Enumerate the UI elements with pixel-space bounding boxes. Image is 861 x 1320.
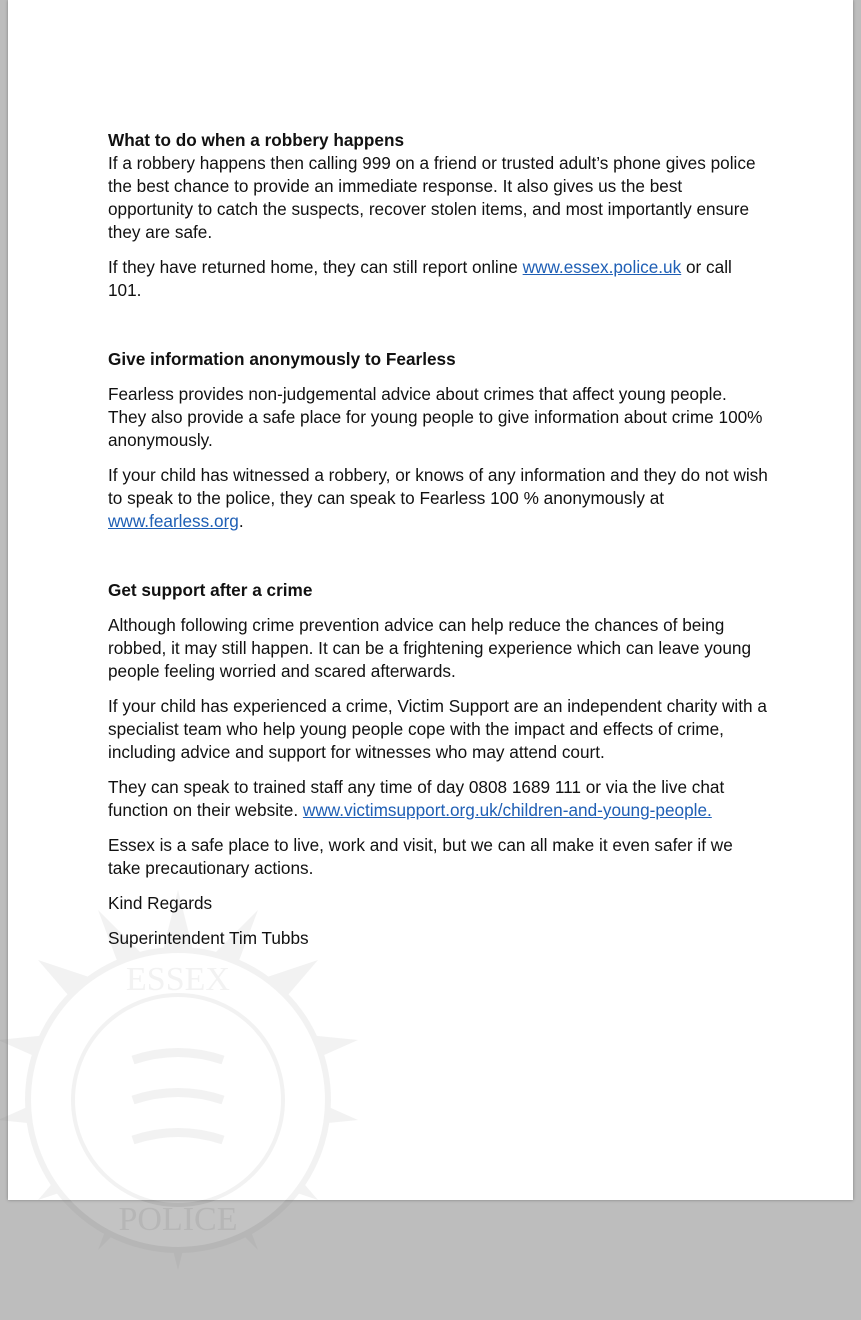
robbery-paragraph-2-text-end: or call 101. — [108, 257, 732, 300]
support-paragraph-3-text: They can speak to trained staff any time of day 0808 1689 111 or via the live chat function on their website. — [108, 777, 725, 820]
fearless-link[interactable]: www.fearless.org — [108, 511, 239, 531]
fearless-paragraph-2-text-end: . — [238, 511, 244, 531]
watermark-text-bottom: POLICE — [118, 1201, 238, 1238]
fearless-paragraph-2-text: If your child has witnessed a robbery, or knows of any information and they do not wish to speak to the police, they can speak to Fearless 100 % anonymously at — [108, 465, 768, 508]
support-paragraph-3 — [108, 776, 768, 822]
section-heading-robbery: What to do when a robbery happens — [108, 130, 405, 150]
signature: Superintendent Tim Tubbs — [108, 928, 309, 948]
letter-body — [108, 129, 768, 950]
section-heading-support: Get support after a crime — [108, 580, 313, 600]
victim-support-link[interactable]: www.victimsupport.org.uk/children-and-young-people. — [302, 800, 712, 820]
fearless-paragraph-1: Fearless provides non-judgemental advice about crimes that affect young people. They also provide a safe place for young people to give information about crime 100% anonymously. — [108, 384, 763, 450]
essex-police-link[interactable]: www.essex.police.uk — [522, 257, 682, 277]
closing-regards: Kind Regards — [108, 893, 213, 913]
robbery-paragraph-2-text: If they have returned home, they can still report online — [108, 257, 523, 277]
section-heading-fearless: Give information anonymously to Fearless — [108, 349, 456, 369]
fearless-paragraph-2 — [108, 464, 768, 533]
support-paragraph-2: If your child has experienced a crime, Victim Support are an independent charity with a specialist team who help young people cope with the impact and effects of crime, including advice and support for witnesses who may attend court. — [108, 696, 767, 762]
watermark-text-top: ESSEX — [126, 961, 230, 998]
robbery-paragraph-2 — [108, 256, 768, 302]
support-paragraph-4: Essex is a safe place to live, work and visit, but we can all make it even safer if we take precautionary actions. — [108, 835, 733, 878]
document-page — [8, 0, 853, 1238]
robbery-paragraph-1: If a robbery happens then calling 999 on a friend or trusted adult’s phone gives police the best chance to provide an immediate response. It also gives us the best opportunity to catch the suspects, recover stolen items, and most importantly ensure they are safe. — [108, 153, 756, 242]
support-paragraph-1: Although following crime prevention advice can help reduce the chances of being robbed, it may still happen. It can be a frightening experience which can leave young people feeling worried and scared afterwards. — [108, 615, 752, 681]
